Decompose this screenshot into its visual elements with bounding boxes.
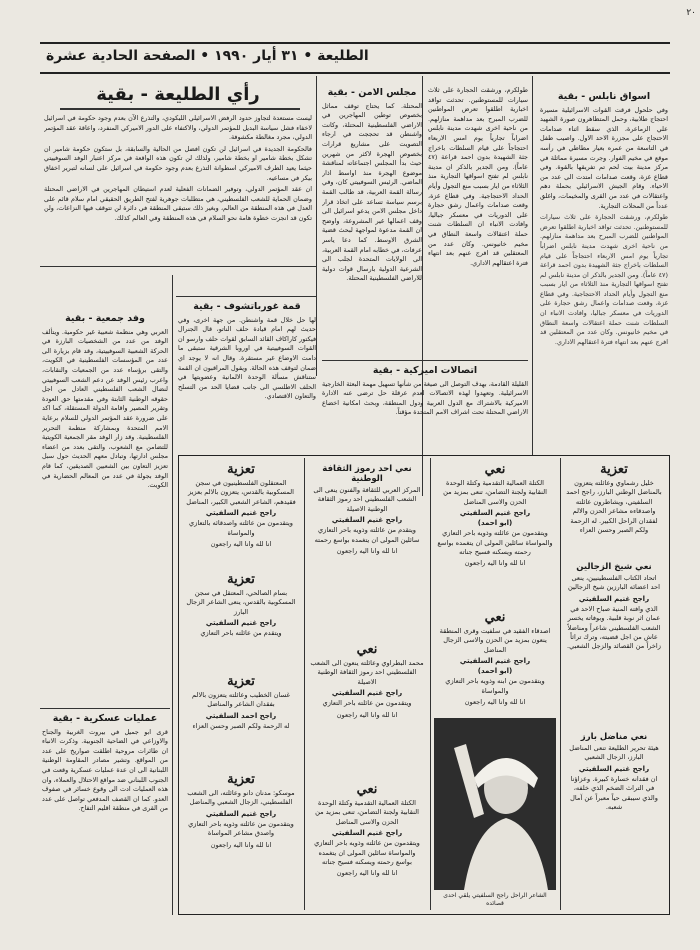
article-nablus-cont (428, 86, 528, 356)
obituary-title: تعزية (227, 462, 255, 477)
article-title: قمة غورباتشوف - بقية (193, 301, 301, 312)
article-title: مجلس الامن - بقية (327, 87, 417, 98)
obituary-name: راجح غنيم السلفيتي (331, 516, 403, 525)
obituary-moscow (180, 770, 302, 853)
obituary-sign: (ابو احمد) (477, 519, 513, 528)
article-title: وفد جمعية - بقية (65, 313, 145, 324)
obituary-quote: انا لله وانا اليه راجعون (210, 540, 272, 549)
obituary-title: تعزية (227, 772, 255, 787)
editorial-paragraph: ليست مستعدة لتجاوز حدود الرفض الاسرائيلي الليكودي، والتذرع الآن بعدم وجود حكومة في اسرائيل لاخفاء فشل سياسة البديل للمؤتمر الدولي، والاكتفاء على الدور الاميركي المنفرد، واعاقة عقد المؤتمر الدولي، مجرد مغالطة مكشوفة. (44, 114, 312, 142)
obituary-name: راجح غنيم السلفيتي (459, 657, 531, 666)
page-side-number: ٢٠ (686, 8, 696, 18)
obituary-culture-center (306, 462, 428, 559)
obituary-text: موسكو: مدنان دانو وعائلته، الى الشعب الفلسطيني، الزجال الشعبي والمناضل (187, 789, 295, 807)
section-divider (40, 266, 316, 267)
column-divider (172, 275, 173, 555)
obituary-name: راجح احمد السلفيتي (205, 711, 277, 720)
obituary-name: راجح غنيم السلفيتي (459, 509, 531, 518)
article-text-cont: طولكرم، ورشقت الحجارة على ثلاث سيارات للمستوطنين. تحدثت تواقد اخبارية اطلقوا تعرض المواطنين للضرب المبرح بعد مداهمة منازلهم. من ناحية اخرى شهدت مدينة نابلس اضراباً تجارياً يوم امس الاربعاء احتجاجاً على قيام السلطات باخراج جثة الشهيدة بدون احمد قراعة (٤٧ عاماً). ومن الجدير بالذكر ان مدينة نابلس لم تفتح اسواقها التجارية منذ الثلاثاء من ايار بسبب منع التجول وأيام الحداد الاحتجاجية. وفي قطاع غزة، وقعت صدامات واعمال رشق حجارة على الدوريات في معسكر جباليا، وافادت الانباء ان السلطات شنت حملة اعتقالات واسعة النطاق في مخيم خانيونس. وكان عدد من المعتقلين قد افرج عنهم بعد انتهاء فترة اعتقالهم الاداري. (540, 213, 668, 346)
header-text: الطليعة • ٣١ أيار ١٩٩٠ • الصفحة الحادية عشرة (46, 48, 369, 64)
article-title: اسواق نابلس - بقية (557, 91, 651, 102)
obituary-sign: (ابو احمد) (477, 667, 513, 676)
section-divider (322, 360, 528, 361)
obituary-text: ويتقدمون من عائلته وذويه باحر التعازي واصدق مشاعر المواساة (188, 819, 294, 838)
obituary-prisoners (180, 460, 302, 552)
obituary-text: محمد البطراوي وعائلته ينعون الى الشعب الفلسطيني احد رموز الثقافة الوطنية الاصيلة (310, 659, 424, 686)
article-text: طولكرم، ورشقت الحجارة على ثلاث سيارات للمستوطنين. تحدثت تواقد اخبارية اطلقوا تعرض المواطنين للضرب المبرح بعد مداهمة منازلهم. من ناحية اخرى شهدت مدينة نابلس اضراباً تجارياً يوم امس الاربعاء احتجاجاً على قيام السلطات باخراج جثة الشهيدة بدون احمد قراعة (٤٧ عاماً). ومن الجدير بالذكر ان مدينة نابلس لم تفتح اسواقها التجارية منذ الثلاثاء من ايار بسبب منع التجول وأيام الحداد الاحتجاجية. وفي قطاع غزة، وقعت صدامات واعمال رشق حجارة على الدوريات في معسكر جباليا، وافادت الانباء ان السلطات شنت حملة اعتقالات واسعة النطاق في مخيم خانيونس. وكان عدد من المعتقلين قد افرج عنهم بعد انتهاء فترة اعتقالهم الاداري. (428, 86, 528, 267)
article-military (42, 712, 168, 912)
obituary-title: نعي (356, 642, 378, 657)
obituary-quote: انا لله وانا اليه راجعون (336, 869, 398, 878)
obituary-text: ويتقدم من عائلته وذويه باحر التعازي سائلين المولى ان يتغمده بواسع رحمته (314, 526, 420, 544)
column-divider (172, 555, 173, 915)
obituary-quote: انا لله وانا اليه راجعون (336, 710, 398, 719)
obituary-title: تعزية (600, 462, 628, 477)
obituary-name: راجح غنيم السلفيتي (205, 509, 277, 518)
obituary-text: المركز العربي للثقافة والفنون ينعى الى الشعب الفلسطيني احد رموز الثقافة الوطنية الاصيلة (313, 486, 421, 513)
obituary-text: بسام الصالحي، المعتقل في سجن المسكوبية بالقدس، ينعى الشاعر الزجال البارز (186, 589, 296, 616)
obituary-quote: انا لله وانا اليه راجعون (336, 547, 398, 556)
section-divider (40, 708, 170, 709)
obituary-text: ويتقدمون من عائلته وذويه باحر التعازي والمواساة سائلين المولى ان يتغمده بواسع رحمته ويسكنه فسيح جناته (314, 839, 420, 867)
obituary-title: نعي (356, 782, 378, 797)
obituary-title: نعي مناضل بارز (580, 732, 648, 742)
obituary-text: ويتقدمون من عائلته واصدقائه بالتعازي والمواساة (189, 519, 293, 537)
obituary-title: نعي (484, 462, 506, 477)
article-text: قرى ابو جميل في بيروت الغربية والجناح والاوزاعي في الضاحية الجنوبية. وذكرت الانباء ان طائرات مروحية اطلقت صواريخ على عدد من المواقع. وتشير مصادر المقاومة الوطنية اللبنانية الى ان عدة عمليات عسكرية وقعت في الجنوب اللبناني ضد مواقع الاحتلال والعملاء، وان هذه العمليات ادت الى وقوع خسائر في صفوف العدو. كما ان القصف المدفعي تواصل على عدد من القرى في منطقة اقليم التفاح. (42, 727, 168, 813)
article-title: اتصالات اميركية - بقية (372, 365, 478, 376)
article-nablus (540, 90, 668, 460)
obituary-quote: انا لله وانا اليه راجعون (464, 698, 526, 707)
editorial-paragraph: ان عقد المؤتمر الدولي، وتوفير الضمانات الفعلية لعدم استيطان المهاجرين في الاراضي المحتلة وضمان الحماية للشعب الفلسطيني، هي متطلبات جوهرية لفتح الطريق الحقيقي امام سلام قائم على العدل في هذه المنطقة من العالم، وبغير ذلك ستبقى المنطقة في دائرة لن تتوقف فيها النزاعات، ولن تكون قد انجزت خطوة هامة نحو السلام في هذه المنطقة وفي العالم كذلك. (44, 185, 312, 222)
obituary-text: ان فقدانه خسارة كبيرة. وعزاؤنا في التراث الضخم الذي خلفه، والذي سيبقى حياً معبراً عن آمال شعبه. (570, 774, 658, 812)
obituary-name: راجح غنيم السلفيتي (331, 829, 403, 838)
obituary-text: ويتقدمون من عائلته وذويه باحر التعازي والمواساة سائلين المولى ان يتغمده بواسع رحمته ويسكنه فسيح جناته (437, 529, 553, 557)
section-divider (60, 108, 300, 110)
obituary-text: الذي وافته المنية صباح الاحد في عمان اثر نوبة قلبية. وبوفاته يخسر الشعب الفلسطيني شاعراً ومناضلاً عاش من اجل قضيته، وترك تراثاً زاخراً من القصائد والزجل الشعبي. (567, 604, 661, 651)
obituary-title: تعزية (227, 674, 255, 689)
obituary-name: راجح غنيم السلفيتي (578, 594, 650, 603)
article-text: المحتلة. كما يحتاج توقف مماثل بخصوص توطين المهاجرين في الاراضي الفلسطينية المحتلة، وكانت واشنطن قد تحججت في ارجاء التصويت على مشاريع قرارات بخصوص الهجرة لاكثر من شهرين حيث بدأ المجلس اجتماعاته لمناقشة موضوع الهجرة منذ اواسط اذار الماضي. الرئيس السوفييتي كان، وفي رسالة القمة العربية، قد طالب القمة برسم سياسة تساعد على اتخاذ قرار داخل مجلس الامن يدعو اسرائيل الى وقف اعمالها غير المشروعة، واوضح ان القمة مدعوة لمواجهة لبحث قضية الشرق الاوسط. كما دعا ياسر عرفات، في خطابه امام القمة العربية، الى الولايات المتحدة لجلب الى الشرعية الدولية بارسال قوات دولية للاراضي الفلسطينية المحتلة. (322, 101, 422, 283)
obituary-condolence-1 (562, 460, 666, 536)
article-text: لها حل خلال قمة واشنطن. من جهة اخرى، وفي حديث لهم امام قيادة حلف الناتو، قال الجنرال فيكتور كاراكاف القائد السابق لقوات حلف وارسو ان القوات السوفييتية في اوروبا الشرقية ستبقى ما دامت الاوضاع غير مستقرة. وقال انه لا يوجد اي ضمان لتوقف هذه الحالة. ويقول المراقبون ان القمة ستناقش مسألة الوحدة الالمانية وعضويتها في الحلف الاطلسي الى جانب قضايا الحد من التسلح والتعاون الاقتصادي. (178, 315, 316, 401)
obituary-batrawi (306, 640, 428, 723)
article-text: وفي حلحول فرقت القوات الاسرائيلية مسيرة احتجاج طلابية، وحمل المتظاهرون صورة الشهيد علي الزماعرة، الذي سقط اثناء صدامات الاحتجاج على مجزرة الاحد الاول. واصيب طفل في التاسعة من عمره بعيار مطاطي في رأسه موقع في مخيم الفوار. وجرت مسيرة مماثلة في مركز مدينة بيت لحم تم تفريقها بالقوة. وفي قطاع غزة، وقعت صدامات امتدت الى عدد من الاحياء. وقام الجيش الاسرائيلي بحملة دهم واعتقالات في عدد من القرى والمخيمات، واغلق عدداً من المحلات التجارية. (540, 105, 668, 210)
editorial-heading: رأي الطليعة - بقية (96, 84, 260, 105)
obituary-text: هيئة تحرير الطليعة تنعى المناضل البارز، الزجال الشعبي (569, 744, 659, 762)
column-divider (532, 76, 533, 456)
obit-divider (304, 458, 305, 910)
obituary-labour-2 (306, 780, 428, 881)
article-text: القليلة القادمة، بهدف التوصل الى صيغة من شأنها تسهيل مهمة البعثة الخارجية الاسرائيلية. وتعهدوا لهذه الاتصالات لعدم عرقلة حل ترضى عنه الادارة الاميركية بالاشتراك مع الدول العربية ودول المنطقة، وبحث امكانية اخضاع الاراضي المحتلة تحت اشراف الامم المتحدة مؤقتاً. (322, 379, 528, 417)
obituary-title: نعي احد رموز الثقافة الوطنية (322, 464, 412, 484)
obituary-text: الكتلة العمالية التقدمية وكتلة الوحدة النقابية ولجنة التضامن، تنعى بمزيد من الحزن والاسى المناضل (315, 799, 419, 826)
obituary-text: ويتقدمون من عائلته باحر التعازي (322, 699, 412, 708)
obituary-name: راجح غنيم السلفيتي (205, 619, 277, 628)
editorial-body (44, 114, 312, 264)
obituary-salhi (180, 570, 302, 640)
obituary-text: اتحاد الكتاب الفلسطينيين، ينعى احد اعضائه البارزين شيخ الزجالين (567, 574, 661, 592)
obituary-text: خليل رشماوي وعائلته يتعزون بالمناضل الوطني البارز، راجح احمد السلفيتي، ويشاطرون عائلته واصدقاءه مشاعر الحزن والالم لفقدان الراحل الكبير. له الرحمة ولكم الصبر وحسن العزاء (566, 479, 662, 535)
editorial-paragraph: فالحكومة الجديدة في اسرائيل لن تكون افضل من الحالية والسابقة، بل ستكون حكومة شامير ان تشكل بخطة شامير او بخطة شامير، ولذلك لن تكون هذه الواقعة في مركز اعتبار الوفد السوفييتي حيثما يعيد الطرف الاميركي اسطوانة التذرع بعدم وجود حكومة في اسرائيل على لسانه لتبرير اخفاق بيكر في مساعيه. (44, 144, 312, 182)
obituary-title: تعزية (227, 572, 255, 587)
obituary-text: ويتقدم من عائلته باحر التعازي (200, 629, 282, 638)
obituary-name: راجح غنيم السلفيتي (205, 809, 277, 818)
obituary-name: راجح غنيم السلفيتي (578, 764, 650, 773)
obituary-title: نعي (484, 610, 506, 625)
obituary-friends (432, 608, 558, 710)
poet-photo (434, 718, 556, 890)
page-header (40, 42, 670, 74)
poet-figure-icon (434, 718, 556, 890)
article-contacts (322, 364, 528, 456)
article-security (322, 86, 422, 358)
article-delegation (42, 312, 168, 702)
obituary-quote: انا لله وانا اليه راجعون (210, 840, 272, 849)
article-title: عمليات عسكرية - بقية (52, 713, 158, 724)
obituary-text: ويتقدمون من ابنه وذويه باحر التعازي والمواساة (445, 677, 545, 695)
obit-divider (430, 458, 431, 910)
obituary-labour-bloc (432, 460, 558, 571)
article-gorbachev (178, 300, 316, 460)
obituary-text: غسان الخطيب وعائلته يتعزون بالالم بفقدان الشاعر والمناضل (192, 691, 290, 709)
obituary-text: اصدقاء الفقيد في سلفيت وقرى المنطقة ينعون بمزيد من الحزن والاسى الزجال المناضل (439, 627, 551, 654)
photo-caption: الشاعر الراحل راجح السلفيتي يلقي احدى قصائده (443, 892, 547, 907)
obit-divider (560, 458, 561, 910)
column-divider (316, 76, 317, 376)
obituary-poets (562, 560, 666, 653)
obituary-text: الكتلة العمالية التقدمية وكتلة الوحدة النقابية ولجنة التضامن، تنعى بمزيد من الحزن والاسى المناضل (443, 479, 547, 506)
obituary-text: له الرحمة ولكم الصبر وحسن العزاء (192, 721, 290, 730)
obituary-khatib (180, 672, 302, 732)
obituary-quote: انا لله وانا اليه راجعون (464, 559, 526, 568)
obituary-editorial-board (562, 730, 666, 813)
obituary-name: راجح غنيم السلفيتي (331, 689, 403, 698)
section-divider (176, 296, 316, 297)
obituary-text: المعتقلون الفلسطينيون في سجن المسكوبية بالقدس، يتعزون بالالم بعزيز فقيدهم، الشاعر الشعبي الكبير، المناضل (186, 479, 296, 506)
obituary-title: نعي شيخ الزجالين (576, 562, 652, 572)
article-text: العربي وهي منظمة شعبية غير حكومية. ويتألف الوفد من عدد من الشخصيات البارزة في الحركة الشعبية السوفييتية، وقد قام بزيارة الى عدد من المؤسسات الفلسطينية في الكويت، والتقى برؤساء عدد من الجمعيات والنقابات، واعرب رئيس الوفد عن دعم الشعب السوفييتي لنضال الشعب الفلسطيني العادل من اجل حقوقه الوطنية الثابتة وفي مقدمتها حق العودة وتقرير المصير واقامة الدولة المستقلة، كما اكد على ضرورة عقد المؤتمر الدولي للسلام برعاية الامم المتحدة وبمشاركة منظمة التحرير الفلسطينية. وقد زار الوفد مقر الجمعية الكويتية للتضامن مع الشعوب، والتقى بعدد من اعضاء مجلس ادارتها، وتبادل معهم الحديث حول سبل تعزيز التعاون بين الشعبين الصديقين، كما قام الوفد بجولة في عدد من المعالم الحضارية في الكويت. (42, 327, 168, 490)
